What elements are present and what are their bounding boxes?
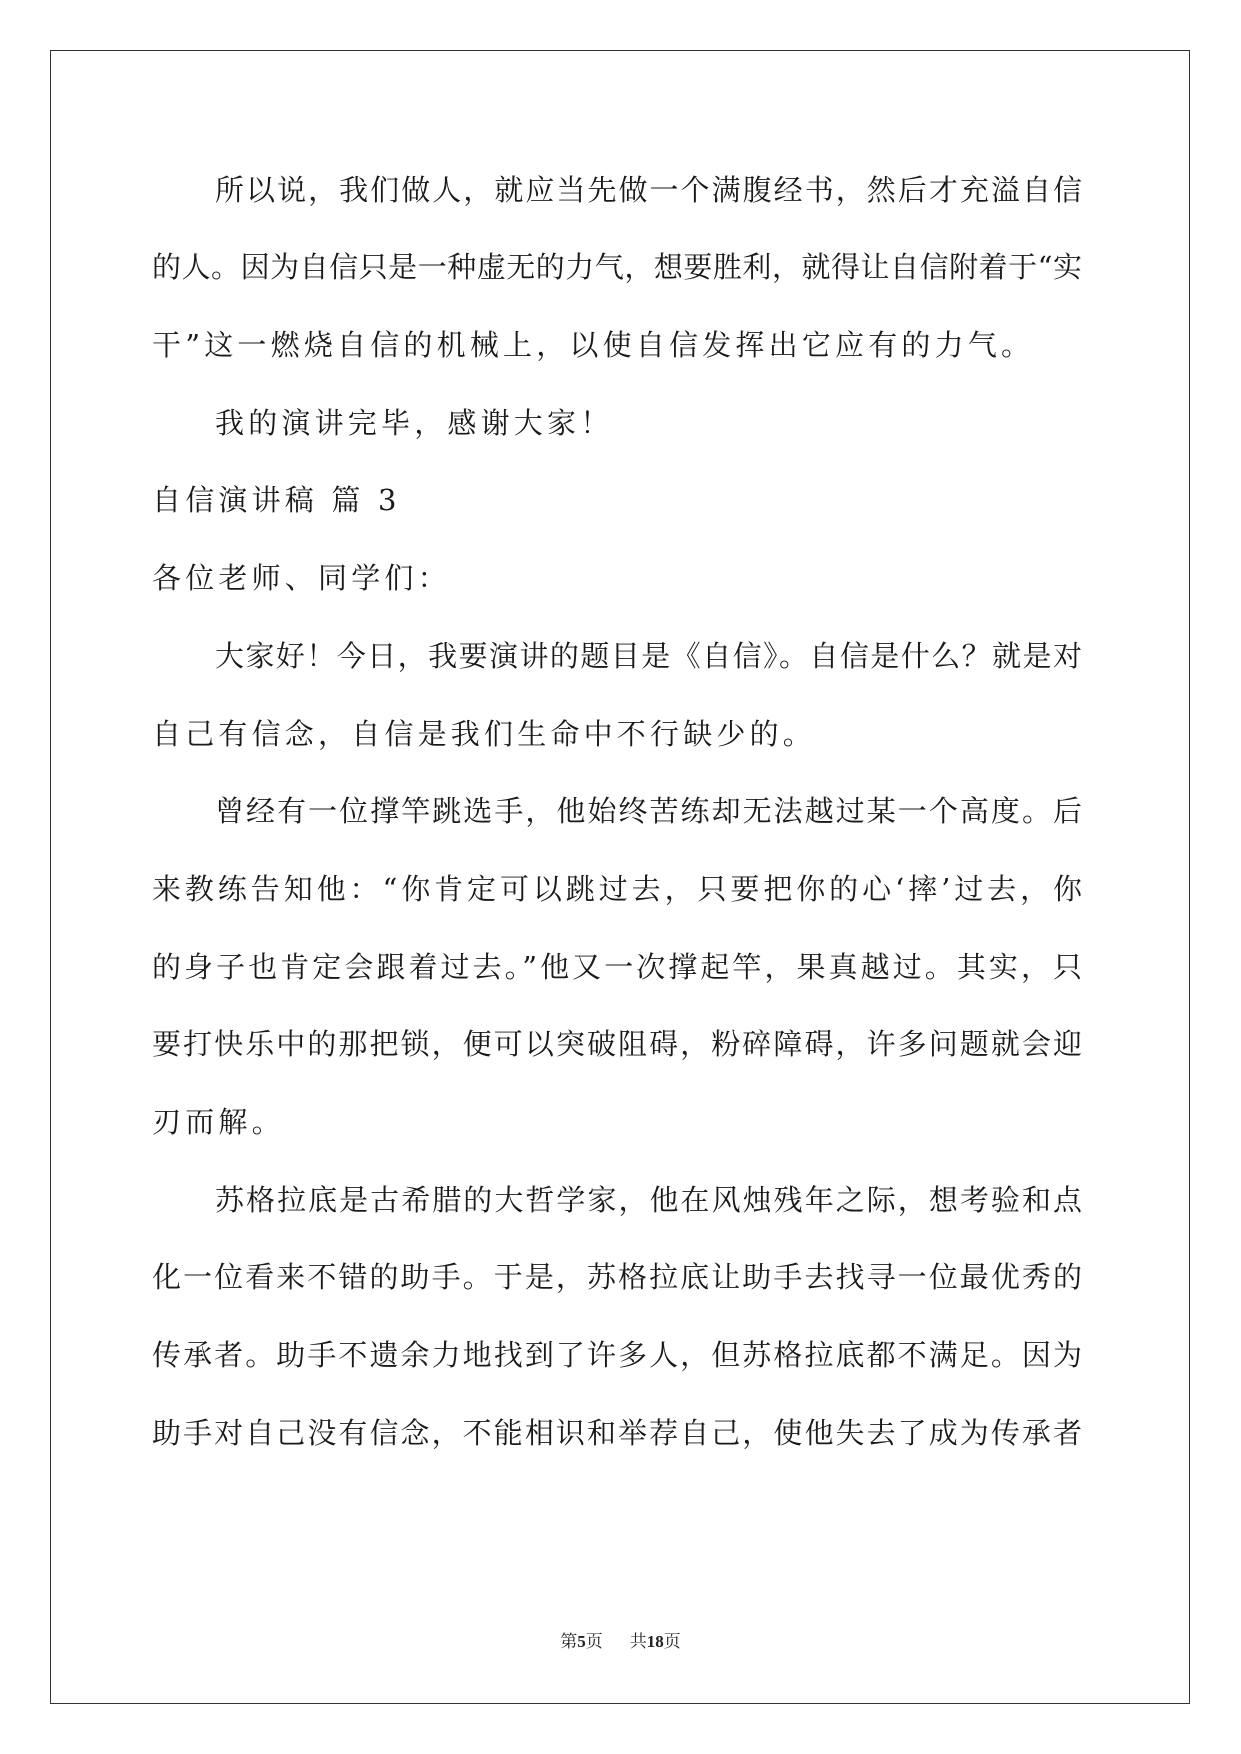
footer-page-prefix: 第 [560,1632,578,1652]
footer-total-suffix: 页 [663,1632,681,1652]
paragraph-line: 干”这一燃烧自信的机械上，以使自信发挥出它应有的力气。 [152,328,1035,362]
paragraph-line: 要打快乐中的那把锁，便可以突破阻碍，粉碎障碍，许多问题就会迎 [152,1027,1082,1061]
paragraph-line: 我的演讲完毕，感谢大家！ [215,406,614,440]
paragraph-line: 的人。因为自信只是一种虚无的力气，想要胜利，就得让自信附着于“实 [152,250,1082,284]
page-footer [0,1630,1241,1654]
paragraph-line: 化一位看来不错的助手。于是，苏格拉底让助手去找寻一位最优秀的 [152,1260,1082,1294]
paragraph-line: 所以说，我们做人，就应当先做一个满腹经书，然后才充溢自信 [215,173,1082,207]
paragraph-line: 大家好！今日，我要演讲的题目是《自信》。自信是什么？就是对 [215,639,1082,673]
paragraph-line: 刃而解。 [152,1105,285,1139]
footer-total-prefix: 共 [629,1632,647,1652]
paragraph-line: 传承者。助手不遗余力地找到了许多人，但苏格拉底都不满足。因为 [152,1338,1082,1372]
footer-total-pages: 18 [646,1632,664,1651]
paragraph-line: 曾经有一位撑竿跳选手，他始终苦练却无法越过某一个高度。后 [215,794,1082,828]
footer-page-number: 5 [577,1632,586,1651]
section-heading: 自信演讲稿 篇 3 [152,483,401,517]
paragraph-line: 助手对自己没有信念，不能相识和举荐自己，使他失去了成为传承者 [152,1416,1082,1450]
footer-page-suffix: 页 [585,1632,603,1652]
paragraph-line: 的身子也肯定会跟着过去。”他又一次撑起竿，果真越过。其实，只 [152,950,1082,984]
paragraph-line: 苏格拉底是古希腊的大哲学家，他在风烛残年之际，想考验和点 [215,1183,1082,1217]
salutation: 各位老师、同学们： [152,561,451,595]
paragraph-line: 来教练告知他：“你肯定可以跳过去，只要把你的心‘摔’过去，你 [152,872,1082,906]
paragraph-line: 自己有信念，自信是我们生命中不行缺少的。 [152,717,817,751]
